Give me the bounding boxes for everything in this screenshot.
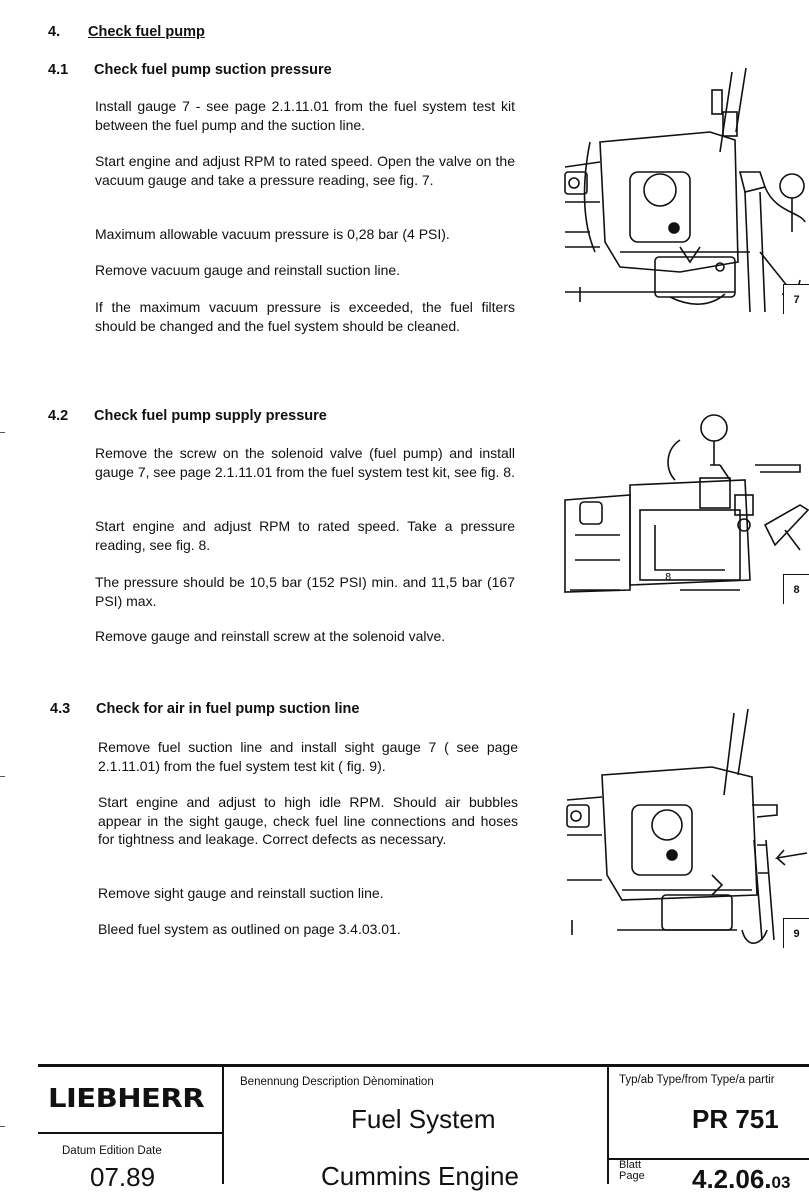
subsection-title: Check fuel pump suction pressure	[94, 62, 332, 78]
figure-9-illustration	[562, 705, 809, 950]
type-label: Typ/ab Type/from Type/a partir	[619, 1074, 775, 1086]
title-block	[0, 1064, 809, 1194]
paragraph: Remove fuel suction line and install sight gauge 7 ( see page 2.1.11.01) from the fuel system test kit ( fig. 9).	[98, 739, 518, 774]
figure-number-8: 8	[783, 574, 809, 604]
figure-number-9: 9	[783, 918, 809, 948]
svg-text:8: 8	[665, 572, 672, 583]
subsection-heading-4-3	[50, 701, 510, 721]
paragraph: Start engine and adjust to high idle RPM. Should air bubbles appear in the sight gauge, check fuel line connections and hoses for tightness and leakage. Correct defects as necessary.	[98, 794, 518, 847]
figure-8-illustration	[560, 410, 809, 610]
paragraph: If the maximum vacuum pressure is exceeded, the fuel filters should be changed and the fuel system should be cleaned.	[95, 299, 515, 334]
title-block-top-border	[38, 1064, 809, 1067]
subsection-number: 4.1	[48, 62, 69, 78]
date-value: 07.89	[90, 1162, 156, 1192]
margin-mark	[0, 432, 5, 433]
subsection-title: Check for air in fuel pump suction line	[96, 701, 360, 717]
document-subtitle: Cummins Engine	[321, 1161, 519, 1191]
divider	[607, 1064, 609, 1184]
subsection-number: 4.3	[50, 701, 71, 717]
paragraph: Maximum allowable vacuum pressure is 0,28 bar (4 PSI).	[95, 226, 450, 242]
paragraph: The pressure should be 10,5 bar (152 PSI) min. and 11,5 bar (167 PSI) max.	[95, 574, 515, 609]
paragraph: Remove sight gauge and reinstall suction line.	[98, 885, 384, 901]
page-number-suffix: 03	[771, 1173, 791, 1192]
divider	[222, 1064, 224, 1184]
subsection-title: Check fuel pump supply pressure	[94, 408, 327, 424]
figure-7-illustration	[560, 62, 809, 320]
page-label-page: Page	[619, 1170, 645, 1182]
paragraph: Remove the screw on the solenoid valve (fuel pump) and install gauge 7, see page 2.1.11.01 from the fuel system test kit, see fig. 8.	[95, 445, 515, 480]
paragraph: Start engine and adjust RPM to rated speed. Open the valve on the vacuum gauge and take a pressure reading, see fig. 7.	[95, 153, 515, 188]
page-number	[692, 1164, 790, 1195]
liebherr-logo: LIEBHERR	[48, 1084, 205, 1114]
section-heading	[48, 24, 205, 40]
paragraph: Start engine and adjust RPM to rated speed. Take a pressure reading, see fig. 8.	[95, 518, 515, 553]
page-number-main: 4.2.06.	[692, 1164, 772, 1194]
section-number: 4.	[48, 24, 61, 40]
subsection-number: 4.2	[48, 408, 69, 424]
description-label: Benennung Description Dènomination	[240, 1076, 434, 1088]
type-value: PR 751	[692, 1104, 779, 1134]
divider	[38, 1132, 223, 1134]
document-title: Fuel System	[351, 1104, 496, 1134]
paragraph: Remove vacuum gauge and reinstall suction line.	[95, 262, 401, 278]
subsection-heading-4-1	[48, 62, 508, 82]
paragraph: Remove gauge and reinstall screw at the solenoid valve.	[95, 628, 446, 644]
section-title: Check fuel pump	[88, 24, 205, 40]
figure-number-7: 7	[783, 284, 809, 314]
paragraph: Install gauge 7 - see page 2.1.11.01 from the fuel system test kit between the fuel pump and the suction line.	[95, 98, 515, 133]
date-label: Datum Edition Date	[62, 1145, 162, 1157]
paragraph: Bleed fuel system as outlined on page 3.4.03.01.	[98, 921, 401, 937]
subsection-heading-4-2	[48, 408, 508, 428]
margin-mark	[0, 776, 5, 777]
page-label-blatt: Blatt	[619, 1159, 642, 1171]
